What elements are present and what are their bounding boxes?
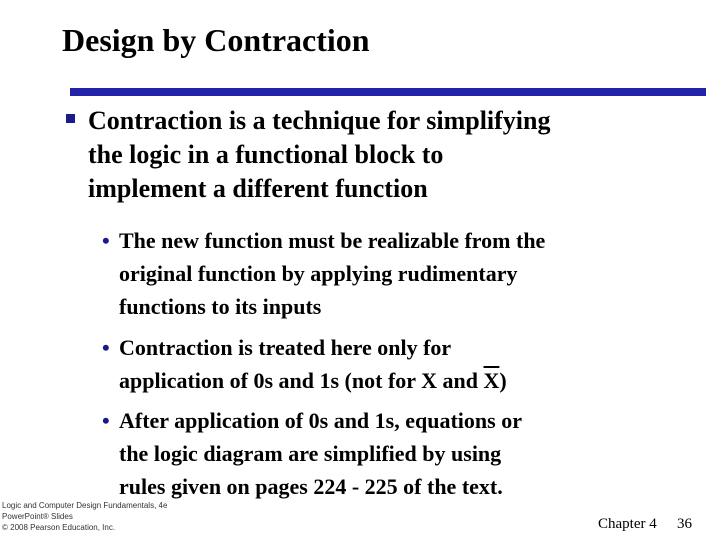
sub-bullet-line: the logic diagram are simplified by using [119,441,502,466]
sub-bullet-2 [102,331,702,397]
square-bullet-icon [66,114,75,123]
closing-paren: ) [499,368,507,393]
sub-bullet-line: original function by applying rudimentary [119,261,518,286]
sub-bullet-text [119,404,702,503]
main-bullet-line: implement a different function [88,174,428,203]
main-bullet-line: Contraction is a technique for simplifying [88,106,551,135]
main-bullet [62,104,702,206]
sub-bullet-text [119,331,702,397]
x-complement: $\overline{X}$ [483,368,500,393]
dot-bullet-icon: • [102,408,110,433]
sub-bullet-line [119,364,702,397]
sub-bullet-1 [102,224,702,323]
sub-bullet-3 [102,404,702,503]
sub-bullet-line: The new function must be realizable from the [119,228,546,253]
slide-title: Design by Contraction [62,22,370,58]
page-number: 36 [677,516,692,532]
title-divider [70,88,706,96]
main-bullet-line: the logic in a functional block to [88,140,444,169]
dot-bullet-icon: • [102,228,110,253]
sub-bullet-line: rules given on pages 224 - 225 of the text. [119,474,503,499]
footer-credit-line: PowerPoint® Slides [2,512,73,521]
sub-bullet-line: Contraction is treated here only for [119,335,452,360]
sub-bullet-line-start: application of 0s and 1s (not for X and [119,368,484,393]
sub-bullet-line: After application of 0s and 1s, equations or [119,408,522,433]
dot-bullet-icon: • [102,335,110,360]
main-bullet-text [88,104,702,206]
footer-chapter: Chapter 4 [598,516,657,532]
footer-credit-line: © 2008 Pearson Education, Inc. [2,523,116,532]
sub-bullet-line: functions to its inputs [119,294,322,319]
footer-credit [2,500,167,533]
footer-credit-line: Logic and Computer Design Fundamentals, 4e [2,501,168,510]
sub-bullet-text [119,224,702,323]
